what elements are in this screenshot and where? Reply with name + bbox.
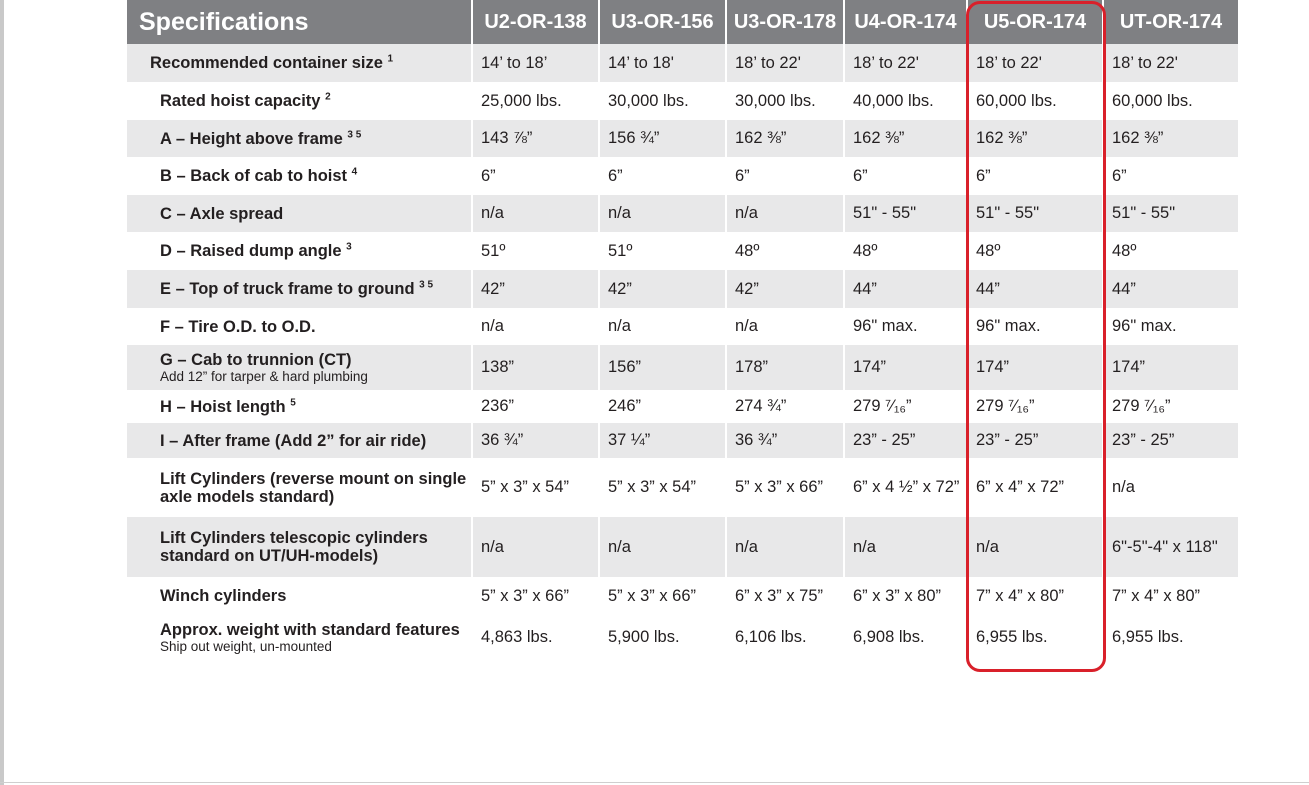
- specifications-table: [127, 0, 1238, 659]
- value-cell: 37 ¼”: [599, 423, 726, 458]
- value-cell: 138”: [472, 345, 599, 390]
- table-row: [127, 232, 1238, 270]
- row-label-cell: [127, 120, 472, 157]
- value-cell: 48º: [1112, 241, 1137, 260]
- row-label: [160, 242, 471, 260]
- model-header: U3-OR-178: [726, 0, 844, 44]
- value-cell: 30,000 lbs.: [726, 82, 844, 120]
- value-cell: 23” - 25”: [967, 423, 1103, 458]
- row-label: [160, 205, 471, 223]
- value-cell: n/a: [1112, 478, 1135, 496]
- value-cell: 51º: [599, 232, 726, 270]
- value-cell: 23” - 25”: [1103, 423, 1238, 458]
- value-cell: 18’ to 22': [726, 44, 844, 82]
- row-label: [160, 280, 471, 298]
- value-cell: 6”: [472, 157, 599, 195]
- value-cell: 96" max.: [1112, 317, 1177, 335]
- row-label: [160, 470, 471, 506]
- value-cell: 42”: [472, 270, 599, 308]
- table-row: [127, 44, 1238, 82]
- row-label-text: Recommended container size: [150, 54, 383, 72]
- footnote-marker: 3: [346, 241, 352, 253]
- value-cell: 6,955 lbs.: [967, 615, 1103, 659]
- table-row: [127, 458, 1238, 517]
- value-cell: 174”: [967, 345, 1103, 390]
- value-cell: n/a: [599, 308, 726, 345]
- table-row: [127, 345, 1238, 390]
- value-cell: 279 ⁷⁄₁₆”: [1112, 397, 1171, 415]
- model-header: U2-OR-138: [472, 0, 599, 44]
- table-title: Specifications: [127, 0, 472, 44]
- value-cell: 162 ⅜”: [1103, 120, 1238, 157]
- row-label-text: D – Raised dump angle: [160, 242, 342, 260]
- value-cell: 6,106 lbs.: [726, 615, 844, 659]
- value-cell: 246”: [599, 390, 726, 423]
- value-cell: n/a: [844, 517, 967, 577]
- row-label: [160, 130, 471, 148]
- footnote-marker: 3 5: [419, 279, 434, 291]
- value-cell: 162 ⅜”: [967, 120, 1103, 157]
- row-label: [160, 432, 471, 450]
- value-cell: 6,908 lbs.: [844, 615, 967, 659]
- table-row: [127, 390, 1238, 423]
- value-cell: n/a: [472, 308, 599, 345]
- value-cell: 51" - 55": [844, 195, 967, 232]
- table-row: [127, 82, 1238, 120]
- row-label-cell: [127, 44, 472, 82]
- value-cell: 279 ⁷⁄₁₆”: [967, 390, 1103, 423]
- value-cell: 25,000 lbs.: [472, 82, 599, 120]
- value-cell: 18’ to 22': [844, 44, 967, 82]
- row-label: [160, 398, 471, 416]
- value-cell: 60,000 lbs.: [1112, 91, 1193, 110]
- table-body: [127, 44, 1238, 659]
- value-cell: 36 ¾”: [726, 423, 844, 458]
- value-cell: 51º: [472, 232, 599, 270]
- row-label-text: A – Height above frame: [160, 129, 343, 148]
- row-label-cell: [127, 458, 472, 517]
- value-cell: 174”: [1103, 345, 1238, 390]
- value-cell: 96" max.: [844, 308, 967, 345]
- value-cell: 274 ¾”: [726, 390, 844, 423]
- footnote-marker: 4: [351, 166, 358, 178]
- table-row: [127, 157, 1238, 195]
- value-cell: 6,955 lbs.: [1112, 627, 1184, 646]
- row-label-text: Rated hoist capacity: [160, 92, 321, 110]
- footnote-marker: 2: [325, 91, 331, 103]
- value-cell: 14’ to 18’: [472, 44, 599, 82]
- value-cell: 14’ to 18': [599, 44, 726, 82]
- value-cell: 6”: [1112, 166, 1127, 185]
- value-cell: 6” x 3” x 75”: [726, 577, 844, 615]
- row-label: [160, 621, 471, 639]
- value-cell: 6”: [726, 157, 844, 195]
- value-cell: 156”: [599, 345, 726, 390]
- row-label-cell: [127, 345, 472, 390]
- value-cell: 18’ to 22': [967, 44, 1103, 82]
- model-header: U3-OR-156: [599, 0, 726, 44]
- row-sublabel: Ship out weight, un-mounted: [160, 638, 332, 654]
- row-label-text: Lift Cylinders (reverse mount on single axle models standard): [160, 469, 467, 506]
- row-label-cell: [127, 517, 472, 577]
- value-cell: 48º: [844, 232, 967, 270]
- row-label: [150, 54, 471, 72]
- row-label-cell: [127, 270, 472, 308]
- row-label-cell: [127, 390, 472, 423]
- value-cell: 6” x 3” x 80”: [844, 577, 967, 615]
- value-cell: n/a: [726, 517, 844, 577]
- table-row: [127, 195, 1238, 232]
- value-cell: 5” x 3” x 66”: [599, 577, 726, 615]
- row-label-cell: [127, 195, 472, 232]
- row-label-cell: [127, 577, 472, 615]
- row-label: [160, 587, 471, 605]
- value-cell: n/a: [599, 517, 726, 577]
- value-cell: 7” x 4” x 80”: [1112, 586, 1201, 605]
- row-label-text: C – Axle spread: [160, 204, 284, 223]
- value-cell: 174”: [844, 345, 967, 390]
- row-label: [160, 167, 471, 185]
- table-row: [127, 308, 1238, 345]
- value-cell: 48º: [967, 232, 1103, 270]
- footnote-marker: 3 5: [347, 129, 362, 140]
- value-cell: 60,000 lbs.: [967, 82, 1103, 120]
- value-cell: 156 ¾”: [599, 120, 726, 157]
- value-cell: 6” x 4 ½” x 72”: [844, 458, 967, 517]
- value-cell: 30,000 lbs.: [599, 82, 726, 120]
- value-cell: 236”: [472, 390, 599, 423]
- value-cell: 44”: [967, 270, 1103, 308]
- value-cell: 42”: [599, 270, 726, 308]
- row-label: [160, 351, 471, 369]
- value-cell: n/a: [726, 308, 844, 345]
- value-cell: 4,863 lbs.: [472, 615, 599, 659]
- value-cell: n/a: [599, 195, 726, 232]
- value-cell: 5,900 lbs.: [599, 615, 726, 659]
- table-row: [127, 120, 1238, 157]
- row-sublabel: Add 12” for tarper & hard plumbing: [160, 369, 368, 384]
- row-label-text: Approx. weight with standard features: [160, 620, 460, 639]
- value-cell: 5” x 3” x 66”: [472, 577, 599, 615]
- model-header: U5-OR-174: [967, 0, 1103, 44]
- value-cell: n/a: [472, 517, 599, 577]
- row-label-cell: [127, 82, 472, 120]
- value-cell: 5” x 3” x 54”: [472, 458, 599, 517]
- value-cell: 5” x 3” x 66”: [726, 458, 844, 517]
- footnote-marker: 1: [387, 53, 394, 65]
- row-label-cell: [127, 232, 472, 270]
- row-label: [160, 529, 471, 565]
- row-label-text: Lift Cylinders telescopic cylinders standard on UT/UH-models): [160, 529, 428, 565]
- value-cell: 40,000 lbs.: [844, 82, 967, 120]
- row-label-text: G – Cab to trunnion (CT): [160, 351, 352, 369]
- value-cell: 178”: [726, 345, 844, 390]
- row-label-cell: [127, 308, 472, 345]
- value-cell: 36 ¾”: [472, 423, 599, 458]
- value-cell: 6” x 4” x 72”: [967, 458, 1103, 517]
- table-row: [127, 423, 1238, 458]
- value-cell: 162 ⅜”: [726, 120, 844, 157]
- row-label-text: F – Tire O.D. to O.D.: [160, 317, 316, 336]
- row-label: [160, 92, 471, 110]
- row-label-text: I – After frame (Add 2” for air ride): [160, 431, 427, 450]
- value-cell: n/a: [726, 195, 844, 232]
- value-cell: 42”: [726, 270, 844, 308]
- value-cell: 6”: [599, 157, 726, 195]
- row-label-cell: [127, 423, 472, 458]
- value-cell: 7” x 4” x 80”: [967, 577, 1103, 615]
- value-cell: 279 ⁷⁄₁₆”: [844, 390, 967, 423]
- footnote-marker: 5: [290, 397, 296, 408]
- table-row: [127, 517, 1238, 577]
- value-cell: n/a: [472, 195, 599, 232]
- row-label-cell: [127, 157, 472, 195]
- table-row: [127, 270, 1238, 308]
- row-label-cell: [127, 615, 472, 659]
- header-row: [127, 0, 1238, 44]
- value-cell: 5” x 3” x 54”: [599, 458, 726, 517]
- value-cell: 48º: [726, 232, 844, 270]
- row-label-text: H – Hoist length: [160, 397, 286, 416]
- value-cell: 143 ⅞”: [472, 120, 599, 157]
- table-row: [127, 615, 1238, 659]
- value-cell: n/a: [967, 517, 1103, 577]
- value-cell: 96" max.: [967, 308, 1103, 345]
- row-label: [160, 318, 471, 336]
- value-cell: 6"-5"-4" x 118": [1103, 517, 1238, 577]
- value-cell: 6”: [967, 157, 1103, 195]
- model-header: UT-OR-174: [1103, 0, 1238, 44]
- value-cell: 44”: [1103, 270, 1238, 308]
- value-cell: 51" - 55": [1103, 195, 1238, 232]
- value-cell: 162 ⅜”: [844, 120, 967, 157]
- value-cell: 18’ to 22': [1103, 44, 1238, 82]
- table-row: [127, 577, 1238, 615]
- row-label-text: Winch cylinders: [160, 587, 287, 605]
- value-cell: 51" - 55": [967, 195, 1103, 232]
- row-label-text: B – Back of cab to hoist: [160, 167, 348, 185]
- model-header: U4-OR-174: [844, 0, 967, 44]
- row-label-text: E – Top of truck frame to ground: [160, 280, 415, 298]
- value-cell: 6”: [844, 157, 967, 195]
- page-bottom-edge: [0, 782, 1309, 783]
- value-cell: 23” - 25”: [844, 423, 967, 458]
- viewer-left-edge: [0, 0, 4, 785]
- value-cell: 44”: [844, 270, 967, 308]
